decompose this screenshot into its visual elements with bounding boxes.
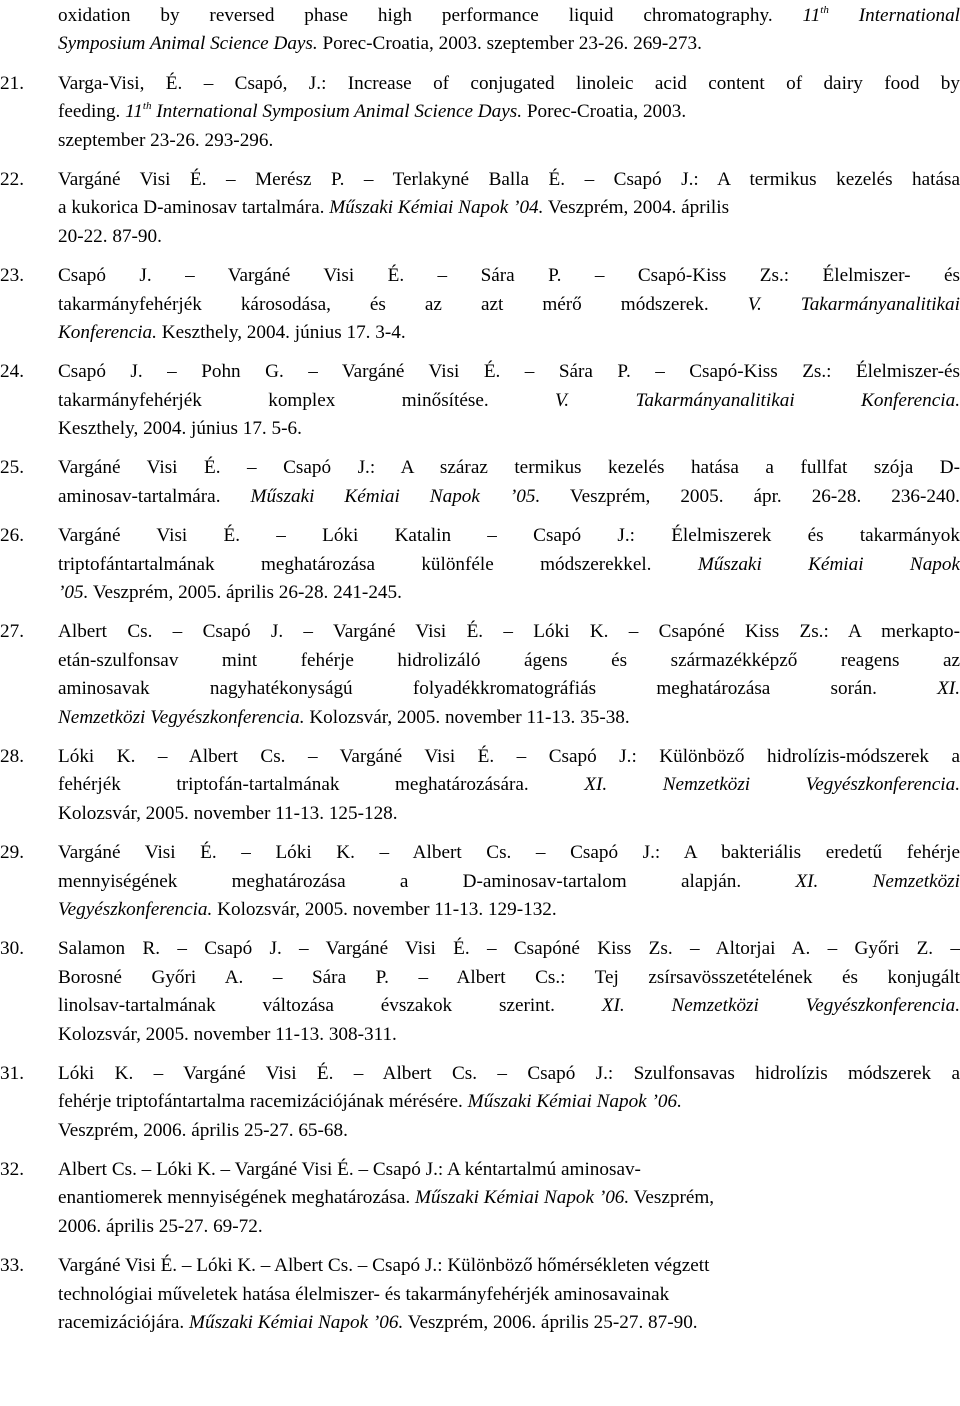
reference-number: 30.	[0, 938, 24, 960]
plain-text: Csapó J. – Vargáné Visi É. – Sára P. – Csapó-Kiss Zs.: Élelmiszer- és	[58, 265, 960, 287]
reference-text	[58, 579, 960, 607]
reference-text	[58, 127, 960, 155]
italic-text: Műszaki Kémiai Napok ’04.	[329, 197, 544, 219]
reference-text	[58, 868, 960, 896]
reference-line	[0, 166, 960, 194]
reference-number: 26.	[0, 525, 24, 547]
reference-text	[58, 262, 960, 290]
reference-entry	[0, 522, 960, 607]
italic-text: Műszaki Kémiai Napok ’06.	[189, 1312, 404, 1334]
reference-number: 33.	[0, 1255, 24, 1277]
reference-number: 31.	[0, 1062, 24, 1084]
reference-line	[0, 2, 960, 30]
plain-text: Salamon R. – Csapó J. – Vargáné Visi É. – Csapóné Kiss Zs. – Altorjai A. – Győri Z. –	[58, 938, 960, 960]
italic-text: XI.	[937, 678, 960, 700]
reference-line	[0, 1213, 960, 1241]
plain-text: feeding.	[58, 101, 126, 123]
plain-text: Lóki K. – Vargáné Visi É. – Albert Cs. – Csapó J.: Szulfonsavas hidrolízis módszerek a	[58, 1062, 960, 1084]
reference-entry	[0, 166, 960, 251]
reference-text	[58, 1213, 960, 1241]
plain-text: Albert Cs. – Csapó J. – Vargáné Visi É. – Lóki K. – Csapóné Kiss Zs.: A merkapto-	[58, 621, 960, 643]
reference-line	[0, 223, 960, 251]
plain-text: Veszprém,	[629, 1187, 715, 1209]
reference-line	[0, 358, 960, 386]
reference-text	[58, 454, 960, 482]
reference-entry	[0, 618, 960, 732]
reference-text	[58, 291, 960, 319]
reference-line	[0, 964, 960, 992]
reference-text	[58, 522, 960, 550]
plain-text: Vargáné Visi É. – Lóki Katalin – Csapó J.: Élelmiszerek és takarmányok	[58, 525, 960, 547]
reference-text	[58, 98, 960, 126]
plain-text: 2006. április 25-27. 69-72.	[58, 1215, 263, 1237]
reference-text	[58, 1021, 960, 1049]
italic-text: Műszaki Kémiai Napok	[697, 553, 960, 575]
plain-text: Veszprém, 2006. április 25-27. 87-90.	[403, 1312, 698, 1334]
reference-line	[0, 1156, 960, 1184]
italic-text: V. Takarmányanalitikai	[747, 293, 960, 315]
reference-text	[58, 771, 960, 799]
plain-text: Vargáné Visi É. – Merész P. – Terlakyné Balla É. – Csapó J.: A termikus kezelés hatása	[58, 168, 960, 190]
italic-text: International	[828, 5, 960, 26]
reference-text	[58, 483, 960, 511]
superscript: th	[142, 100, 152, 113]
reference-text	[58, 1184, 960, 1212]
reference-text	[58, 1117, 960, 1145]
plain-text: fehérjék triptofán-tartalmának meghatározására.	[58, 774, 585, 796]
plain-text: oxidation by reversed phase high performance liquid chromatography.	[58, 5, 803, 26]
italic-text: 11	[802, 5, 821, 26]
plain-text: Veszprém, 2005. ápr. 26-28. 236-240.	[540, 485, 960, 507]
reference-line	[0, 1088, 960, 1116]
italic-text: ’05.	[58, 582, 89, 604]
plain-text: mennyiségének meghatározása a D-aminosav-tartalom alapján.	[58, 870, 796, 892]
reference-entry	[0, 262, 960, 347]
plain-text: Porec-Croatia, 2003.	[522, 101, 687, 123]
reference-text	[58, 70, 960, 98]
italic-text: XI. Nemzetközi Vegyészkonferencia.	[601, 995, 960, 1017]
reference-number: 23.	[0, 265, 24, 287]
plain-text: Kolozsvár, 2005. november 11-13. 35-38.	[304, 706, 630, 728]
plain-text: linolsav-tartalmának változása évszakok szerint.	[58, 995, 602, 1017]
reference-line	[0, 127, 960, 155]
reference-text	[58, 1252, 960, 1280]
reference-line	[0, 70, 960, 98]
plain-text: Kolozsvár, 2005. november 11-13. 125-128.	[58, 802, 398, 824]
reference-line	[0, 896, 960, 924]
reference-text	[58, 30, 960, 58]
reference-line	[0, 743, 960, 771]
plain-text: technológiai műveletek hatása élelmiszer- és takarmányfehérjék aminosavainak	[58, 1283, 670, 1305]
reference-text	[58, 551, 960, 579]
plain-text: Lóki K. – Albert Cs. – Vargáné Visi É. – Csapó J.: Különböző hidrolízis-módszerek a	[58, 745, 960, 767]
reference-text	[58, 415, 960, 443]
italic-text: Konferencia.	[58, 321, 157, 343]
reference-entry	[0, 839, 960, 924]
reference-line	[0, 98, 960, 126]
plain-text: racemizációjára.	[58, 1312, 190, 1334]
reference-line	[0, 551, 960, 579]
reference-line	[0, 704, 960, 732]
plain-text: szeptember 23-26. 293-296.	[58, 129, 274, 151]
plain-text: 20-22. 87-90.	[58, 225, 162, 247]
reference-text	[58, 358, 960, 386]
reference-number: 32.	[0, 1159, 24, 1181]
reference-text	[58, 194, 960, 222]
reference-number: 21.	[0, 72, 24, 94]
reference-entry	[0, 1060, 960, 1145]
reference-number: 27.	[0, 621, 24, 643]
plain-text: Veszprém, 2006. április 25-27. 65-68.	[58, 1119, 348, 1141]
reference-entry	[0, 1252, 960, 1337]
italic-text: 11	[125, 101, 143, 123]
italic-text: XI. Nemzetközi	[795, 870, 960, 892]
plain-text: Borosné Győri A. – Sára P. – Albert Cs.: Tej zsírsavösszetételének és konjugált	[58, 966, 960, 988]
reference-line	[0, 262, 960, 290]
italic-text: Vegyészkonferencia.	[58, 898, 213, 920]
plain-text: aminosav-tartalmára.	[58, 485, 251, 507]
reference-line	[0, 387, 960, 415]
reference-entry	[0, 70, 960, 155]
reference-entry	[0, 1156, 960, 1241]
plain-text: Porec-Croatia, 2003. szeptember 23-26. 269-273.	[317, 33, 702, 55]
plain-text: Veszprém, 2005. április 26-28. 241-245.	[88, 582, 402, 604]
reference-text	[58, 166, 960, 194]
reference-text	[58, 223, 960, 251]
reference-text	[58, 935, 960, 963]
reference-line	[0, 194, 960, 222]
reference-text	[58, 704, 960, 732]
plain-text: fehérje triptofántartalma racemizációjának mérésére.	[58, 1091, 468, 1113]
reference-line	[0, 522, 960, 550]
reference-line	[0, 1184, 960, 1212]
reference-text	[58, 675, 960, 703]
reference-line	[0, 1117, 960, 1145]
reference-line	[0, 1309, 960, 1337]
reference-number: 29.	[0, 842, 24, 864]
reference-line	[0, 992, 960, 1020]
italic-text: Symposium Animal Science Days.	[58, 33, 318, 55]
reference-text	[58, 800, 960, 828]
reference-line	[0, 1252, 960, 1280]
reference-line	[0, 319, 960, 347]
plain-text: Vargáné Visi É. – Lóki K. – Albert Cs. – Csapó J.: A bakteriális eredetű fehérje	[58, 842, 960, 864]
reference-text	[58, 1088, 960, 1116]
plain-text: Veszprém, 2004. április	[543, 197, 730, 219]
reference-line	[0, 454, 960, 482]
reference-text	[58, 839, 960, 867]
reference-text	[58, 992, 960, 1020]
plain-text: enantiomerek mennyiségének meghatározása.	[58, 1187, 415, 1209]
plain-text: Keszthely, 2004. június 17. 3-4.	[156, 321, 406, 343]
plain-text: Vargáné Visi É. – Csapó J.: A száraz termikus kezelés hatása a fullfat szója D-	[58, 457, 960, 479]
plain-text: etán-szulfonsav mint fehérje hidrolizáló ágens és származékképző reagens az	[58, 649, 960, 671]
italic-text: Műszaki Kémiai Napok ’05.	[250, 485, 541, 507]
reference-line	[0, 771, 960, 799]
reference-line	[0, 647, 960, 675]
reference-line	[0, 1281, 960, 1309]
reference-line	[0, 675, 960, 703]
plain-text: takarmányfehérjék komplex minősítése.	[58, 389, 556, 411]
plain-text: Keszthely, 2004. június 17. 5-6.	[58, 418, 302, 440]
plain-text: triptofántartalmának meghatározása különféle módszerekkel.	[58, 553, 698, 575]
reference-line	[0, 800, 960, 828]
plain-text: Varga-Visi, É. – Csapó, J.: Increase of conjugated linoleic acid content of dairy food by	[58, 72, 960, 94]
reference-text	[58, 896, 960, 924]
reference-line	[0, 1021, 960, 1049]
plain-text: takarmányfehérjék károsodása, és az azt mérő módszerek.	[58, 293, 748, 315]
reference-line	[0, 30, 960, 58]
reference-line	[0, 618, 960, 646]
reference-entry	[0, 358, 960, 443]
plain-text: Vargáné Visi É. – Lóki K. – Albert Cs. – Csapó J.: Különböző hőmérsékleten végzett	[58, 1255, 710, 1277]
italic-text: V. Takarmányanalitikai Konferencia.	[555, 389, 960, 411]
italic-text: XI. Nemzetközi Vegyészkonferencia.	[584, 774, 960, 796]
reference-text	[58, 1281, 960, 1309]
reference-entry	[0, 2, 960, 59]
reference-text	[58, 2, 960, 30]
reference-number: 25.	[0, 457, 24, 479]
reference-line	[0, 483, 960, 511]
plain-text: Kolozsvár, 2005. november 11-13. 308-311.	[58, 1023, 397, 1045]
reference-text	[58, 1156, 960, 1184]
italic-text: Műszaki Kémiai Napok ’06.	[467, 1091, 682, 1113]
italic-text: International Symposium Animal Science Days.	[151, 101, 523, 123]
reference-line	[0, 1060, 960, 1088]
reference-entry	[0, 935, 960, 1049]
reference-text	[58, 743, 960, 771]
reference-text	[58, 387, 960, 415]
reference-entry	[0, 454, 960, 511]
superscript: th	[820, 4, 829, 16]
reference-number: 28.	[0, 745, 24, 767]
plain-text: Csapó J. – Pohn G. – Vargáné Visi É. – Sára P. – Csapó-Kiss Zs.: Élelmiszer-és	[58, 361, 960, 383]
reference-text	[58, 319, 960, 347]
italic-text: Nemzetközi Vegyészkonferencia.	[58, 706, 305, 728]
reference-number: 22.	[0, 168, 24, 190]
reference-text	[58, 647, 960, 675]
reference-number: 24.	[0, 361, 24, 383]
reference-text	[58, 1060, 960, 1088]
plain-text: Albert Cs. – Lóki K. – Vargáné Visi É. – Csapó J.: A kéntartalmú aminosav-	[58, 1159, 641, 1181]
reference-line	[0, 291, 960, 319]
plain-text: Kolozsvár, 2005. november 11-13. 129-132.	[212, 898, 557, 920]
reference-line	[0, 839, 960, 867]
reference-line	[0, 868, 960, 896]
reference-line	[0, 579, 960, 607]
plain-text: aminosavak nagyhatékonyságú folyadékkromatográfiás meghatározása során.	[58, 678, 938, 700]
reference-line	[0, 415, 960, 443]
reference-text	[58, 1309, 960, 1337]
reference-line	[0, 935, 960, 963]
reference-entry	[0, 743, 960, 828]
plain-text: a kukorica D-aminosav tartalmára.	[58, 197, 330, 219]
reference-text	[58, 618, 960, 646]
reference-text	[58, 964, 960, 992]
italic-text: Műszaki Kémiai Napok ’06.	[414, 1187, 630, 1209]
